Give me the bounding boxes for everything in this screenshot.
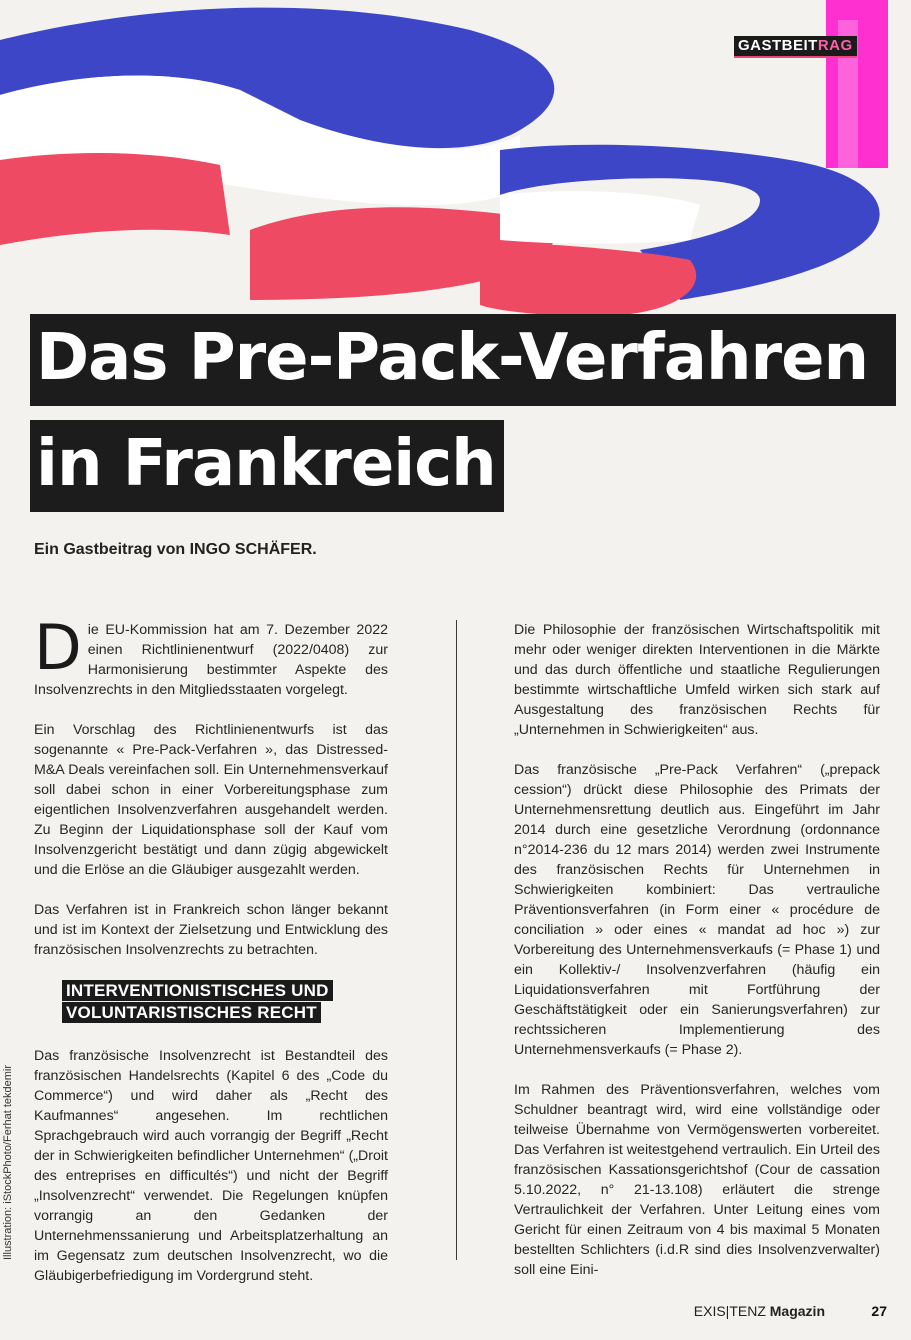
- rubric-accent-text: RAG: [817, 37, 853, 54]
- intro-text: ie EU-Kommission hat am 7. Dezember 2022 einen Richtlinienentwurf (2022/0408) zur Harmonisierung bestimmter Aspekte des Insolvenzrechts in den Mitgliedsstaaten vorgelegt.: [34, 622, 388, 698]
- drop-cap: D: [34, 611, 82, 684]
- right-column: [514, 620, 880, 1300]
- headline-line-1: Das Pre-Pack-Verfahren: [30, 314, 896, 406]
- page-number: 27: [871, 1303, 887, 1319]
- subheading: [62, 980, 362, 1024]
- column-divider: [456, 620, 457, 1260]
- headline-line-2: in Frankreich: [30, 420, 504, 512]
- paragraph: Das französische „Pre-Pack Verfahren“ („prepack cession“) drückt diese Philosophie des Primats der Unternehmensrettung deutlich aus. Eingeführt im Jahr 2014 durch eine gesetzliche Verordnung (ordonnance n°2014-236 du 12 mars 2014) werden zwei Instrumente des französischen Rechts für Unternehmen in Schwierigkeiten kombiniert: Das vertrauliche Präventionsverfahren (in Form einer « procédure de conciliation » oder eines « mandat ad hoc ») zur Vorbereitung des Unternehmensverkaufs (= Phase 1) und ein Kollektiv-/ Insolvenzverfahren (häufig ein Liquidationsverfahren mit Fortführung der Geschäftstätigkeit oder ein Sanierungsverfahren) zur rechtssicheren Implementierung des Unternehmensverkaufs (= Phase 2).: [514, 762, 880, 1058]
- subheading-text: INTERVENTIONISTISCHES UND VOLUNTARISTISCHES RECHT: [62, 980, 333, 1023]
- paragraph: Ein Vorschlag des Richtlinienentwurfs ist das sogenannte « Pre-Pack-Verfahren », das Distressed-M&A Deals vereinfachen soll. Ein Unternehmensverkauf soll dabei schon in einer Vorbereitungsphase zum eigentlichen Insolvenzverfahren ausgehandelt werden. Zu Beginn der Liquidationsphase soll der Kauf vom Insolvenzgericht bestätigt und dann zügig abgewickelt und die Erlöse an die Gläubiger ausgezahlt werden.: [34, 722, 388, 878]
- paragraph: Das französische Insolvenzrecht ist Bestandteil des französischen Handelsrechts (Kapitel 6 des „Code du Commerce“) und wird daher als „Recht des Kaufmannes“ angesehen. Im rechtlichen Sprachgebrauch wird auch vorrangig der Begriff „Recht der in Schwierigkeiten befindlicher Unternehmen“ („Droit des entreprises en difficultés“) und nicht der Begriff „Insolvenzrecht“ verwendet. Die Regelungen knüpfen vorrangig an den Gedanken der Unternehmenssanierung und Arbeitsplatzerhaltung an im Gegensatz zum deutschen Insolvenzrecht, wo die Gläubigerbefriedigung im Vordergrund steht.: [34, 1048, 388, 1284]
- intro-paragraph: [34, 611, 388, 700]
- magazine-name: [694, 1303, 825, 1319]
- paragraph: Die Philosophie der französischen Wirtschaftspolitik mit mehr oder weniger direkten Interventionen in die Märkte und das durch öffentliche und staatliche Regulierungen bestimmte wirtschaftliche Umfeld wirken sich stark auf Ausgestaltung des französischen Rechts für „Unternehmen in Schwierigkeiten“ aus.: [514, 622, 880, 738]
- left-column: [34, 611, 388, 1306]
- magazine-name-a: EXIS: [693, 1303, 726, 1319]
- paragraph: Das Verfahren ist in Frankreich schon länger bekannt und ist im Kontext der Zielsetzung und Entwicklung des französischen Insolvenzrechts zu betrachten.: [34, 902, 388, 958]
- magazine-name-sep: |: [725, 1303, 730, 1319]
- magazine-name-c: Magazin: [765, 1303, 825, 1319]
- magazine-name-b: TENZ: [729, 1303, 766, 1319]
- byline: Ein Gastbeitrag von INGO SCHÄFER.: [34, 541, 317, 558]
- section-rubric: [734, 36, 857, 58]
- paragraph: Im Rahmen des Präventionsverfahren, welches vom Schuldner beantragt wird, wird eine vollständige oder teilweise Übernahme von Vermögenswerten vorbereitet. Das Verfahren ist weitestgehend vertraulich. Ein Urteil des französischen Kassationsgerichtshof (Cour de cassation 5.10.2022, n° 21-13.108) erläutert die strenge Vertraulichkeit der Verfahren. Unter Leitung eines vom Gericht für einen Zeitraum von 4 bis maximal 5 Monaten bestellten Schlichters (i.d.R sind dies Insolvenzverwalter) soll eine Eini-: [514, 1082, 880, 1278]
- image-credit: Illustration: iStockPhoto/Ferhat tekdemir: [2, 1064, 14, 1260]
- rubric-text: GASTBEIT: [738, 37, 818, 54]
